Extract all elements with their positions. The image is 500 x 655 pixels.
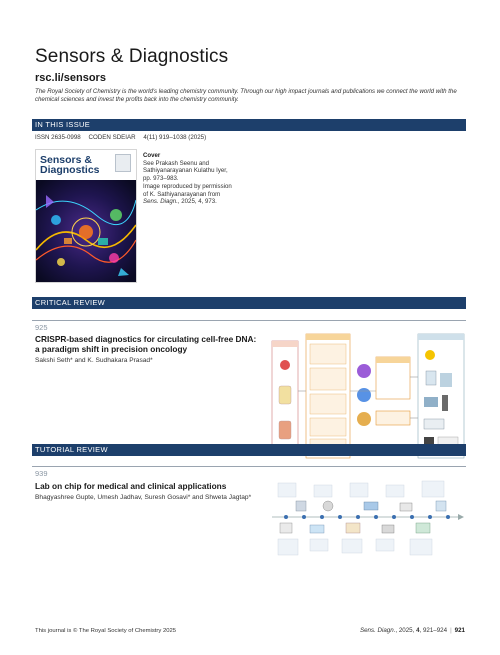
issn: ISSN 2635-0998: [35, 134, 81, 141]
article-authors: Bhagyashree Gupte, Umesh Jadhav, Suresh Gosavi* and Shweta Jagtap*: [35, 494, 252, 501]
cover-title: Sensors & Diagnostics: [40, 154, 100, 176]
section-divider: [32, 320, 466, 321]
section-divider: [32, 466, 466, 467]
tutorial-review-bar: TUTORIAL REVIEW: [32, 444, 466, 456]
coden: CODEN SDEIAR: [88, 134, 136, 141]
footer-journal: Sens. Diagn.: [359, 627, 396, 634]
volume-issue: 4(11) 919–1038 (2025): [143, 134, 207, 141]
cover-caption-heading: Cover: [143, 152, 161, 159]
cover-caption-line: See Prakash Seenu and: [143, 159, 210, 167]
cover-caption: [143, 152, 263, 206]
issue-meta: [35, 134, 212, 141]
article-page-number: 925: [35, 323, 48, 332]
article-page-number: 939: [35, 469, 48, 478]
cover-caption-line: pp. 973–983.: [143, 175, 179, 183]
cover-artwork: [36, 180, 136, 282]
footer-citation: Sens. Diagn., 2025, 4, 921–924 | 921: [359, 627, 465, 634]
cover-caption-ref: Sens. Diagn., 2025, 4, 973.: [143, 198, 217, 206]
cover-issue-badge: [115, 154, 131, 172]
cover-caption-line: Image reproduced by permission: [143, 182, 232, 190]
footer-copyright: This journal is © The Royal Society of Chemistry 2025: [35, 628, 177, 634]
cover-caption-line: Sathiyanarayanan Kulathu Iyer,: [143, 167, 228, 175]
critical-review-graphical-abstract[interactable]: [270, 331, 466, 461]
footer-page-number: 921: [454, 627, 465, 634]
journal-url[interactable]: rsc.li/sensors: [35, 72, 106, 84]
article-title[interactable]: Lab on chip for medical and clinical applications: [35, 481, 227, 491]
footer-volume: 4: [416, 627, 420, 634]
article-title[interactable]: CRISPR-based diagnostics for circulating cell-free DNA: a paradigm shift in precision oncology: [35, 334, 257, 354]
in-this-issue-bar: IN THIS ISSUE: [32, 119, 466, 131]
cover-caption-line: of K. Sathiyanarayanan from: [143, 190, 221, 198]
journal-title: Sensors & Diagnostics: [35, 46, 229, 67]
critical-review-bar: CRITICAL REVIEW: [32, 297, 466, 309]
journal-blurb: The Royal Society of Chemistry is the world's leading chemistry community. Through our high impact journals and publications we connect the world with the chemical sciences and invest the profits back into the chemistry community.: [35, 88, 457, 103]
tutorial-review-graphical-abstract[interactable]: [266, 477, 466, 572]
cover-image[interactable]: [35, 149, 137, 283]
article-authors: Sakshi Seth* and K. Sudhakara Prasad*: [35, 357, 153, 364]
